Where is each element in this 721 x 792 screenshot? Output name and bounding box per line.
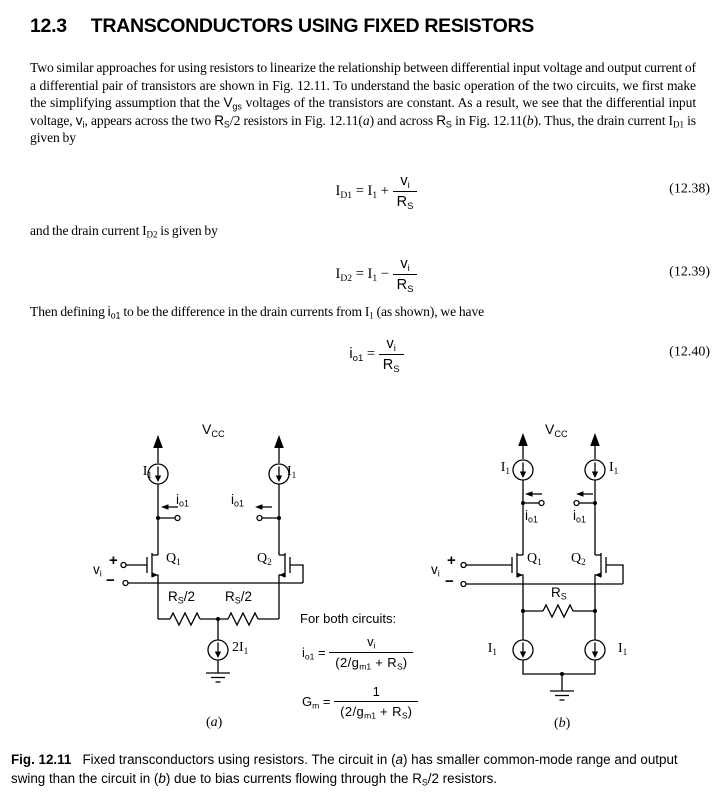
resistor-rs2-right [228, 613, 279, 625]
i1-label-b-bottom-right: $I_1$ [618, 641, 628, 657]
rs-half-label-left: $R_S/2$ [168, 589, 195, 606]
q1-label-a: $Q_1$ [166, 551, 181, 567]
equation-12-39 [0, 250, 721, 300]
section-heading [30, 15, 534, 38]
eq38-fraction [393, 173, 418, 212]
subfigure-a-label: (a) [206, 715, 223, 730]
current-source-i1-bottom-left [513, 640, 533, 660]
minus-sign-b: − [445, 573, 454, 590]
q2-label-b: $Q_2$ [571, 551, 586, 567]
fraction-numerator: 1 [372, 684, 380, 699]
formula-fraction [329, 634, 413, 671]
figure-12-11 [0, 410, 721, 750]
vcc-label-a: $V_{CC}$ [202, 421, 225, 439]
vcc-arrow-right [590, 433, 600, 459]
transistor-q2 [595, 553, 623, 611]
vcc-arrow-right [274, 435, 284, 463]
vcc-arrow-left [153, 435, 163, 463]
paragraph-id2: and the drain current $I_{D2}$ is given by [30, 223, 218, 240]
formula-lhs: $G_m$ = [302, 694, 335, 711]
section-number: 12.3 [30, 15, 67, 37]
i1-label-b-bottom-left: $I_1$ [487, 641, 497, 657]
i1-label-a-left: $I_1$ [142, 464, 152, 480]
fraction-numerator: $v_i$ [386, 335, 396, 354]
resistor-rs [521, 605, 597, 617]
tail-join [523, 660, 595, 691]
fraction-numerator: $v_i$ [367, 634, 376, 651]
rs-label: $R_S$ [551, 585, 567, 602]
i1-label-b-top-right: $I_1$ [609, 460, 619, 476]
transistor-q1 [121, 553, 158, 619]
output-tap-left [521, 491, 544, 505]
fraction-denominator: $(2/g_{m1} + R_S)$ [334, 701, 418, 720]
vi-label-a: $v_i$ [93, 562, 102, 579]
transistor-q2 [279, 553, 303, 619]
equation-number: (12.39) [669, 264, 710, 280]
eq38-lhs: $I_{D1}$ = [335, 183, 368, 202]
eq38-rhs-pre: $I_1$ + [367, 183, 393, 202]
transistor-q1 [461, 553, 523, 611]
current-source-i1-top-right [585, 460, 605, 480]
eq39-rhs-pre: $I_1$ − [367, 266, 393, 285]
formula-fraction [334, 684, 418, 720]
vi-minus-wire [123, 581, 303, 586]
io1-label-a-right: $i_{o1}$ [231, 492, 244, 509]
equation-12-38 [0, 167, 721, 217]
2i1-label: $2I_1$ [232, 640, 249, 656]
paragraph-intro: Two similar approaches for using resistors to linearize the relationship between differential input voltage and output current of a differential pair of transistors are shown in Fig. 12.11. To understand the basic operation of the two circuits, we first make the simplifying assumption that the $V_{gs}$ voltages of the transistors are constant. As a result, we see that the differential input voltage, $v_i$, appears across the two $R_S/2$ resistors in Fig. 12.11(a) and across $R_S$ in Fig. 12.11(b). Thus, the drain current $I_{D1}$ is given by [30, 60, 697, 146]
q2-label-a: $Q_2$ [257, 551, 272, 567]
eq39-fraction [393, 256, 418, 295]
io1-label-b-right: $i_{o1}$ [573, 508, 586, 525]
equation-number: (12.38) [669, 181, 710, 197]
equation-number: (12.40) [669, 344, 710, 360]
subfigure-b-label: (b) [554, 716, 571, 731]
current-source-i1-right [269, 464, 289, 484]
vcc-label-b: $V_{CC}$ [545, 421, 568, 439]
fraction-numerator: $v_i$ [400, 172, 410, 191]
paragraph-io1: Then defining $i_{o1}$ to be the difference in the drain currents from $I_1$ (as shown), we have [30, 304, 485, 321]
io1-label-a-left: $i_{o1}$ [176, 492, 189, 509]
plus-sign-a: + [109, 552, 118, 569]
fraction-denominator: $R_S$ [393, 191, 418, 211]
eq39-lhs: $I_{D2}$ = [335, 266, 368, 285]
current-source-i1-bottom-right [585, 640, 605, 660]
equation-body [336, 173, 418, 212]
vi-label-b: $v_i$ [431, 562, 440, 579]
fraction-denominator: $R_S$ [393, 274, 418, 294]
equation-12-40 [0, 330, 721, 380]
current-source-2i1 [208, 619, 228, 673]
vi-minus-wire [461, 582, 623, 587]
i1-label-a-right: $I_1$ [287, 464, 297, 480]
ground-symbol-a [206, 673, 230, 682]
i1-label-b-top-left: $I_1$ [500, 460, 510, 476]
io1-formula [302, 634, 413, 671]
io1-label-b-left: $i_{o1}$ [525, 508, 538, 525]
rs-half-label-right: $R_S/2$ [225, 589, 252, 606]
section-title: TRANSCONDUCTORS USING FIXED RESISTORS [90, 15, 534, 37]
q1-label-b: $Q_1$ [527, 551, 542, 567]
gm-formula [302, 684, 418, 720]
eq40-lhs: $i_{o1}$ = [349, 346, 379, 365]
current-source-i1-top-left [513, 460, 533, 480]
fraction-denominator: $(2/g_{m1} + R_S)$ [329, 652, 413, 671]
vcc-arrow-left [518, 433, 528, 459]
formula-lhs: $i_{o1}$ = [302, 644, 330, 662]
equation-body [349, 336, 403, 375]
plus-sign-b: + [447, 552, 456, 569]
equation-body [336, 256, 418, 295]
ground-symbol-b [550, 691, 574, 700]
eq40-fraction [379, 336, 404, 375]
output-tap-right [255, 504, 281, 520]
figure-caption: Fig. 12.11 Fixed transconductors using resistors. The circuit in (a) has smaller common-mode range and output swing than the circuit in (b) due to bias currents flowing through the $R_S/2$ resistors. [11, 752, 678, 788]
fraction-denominator: $R_S$ [379, 354, 404, 374]
for-both-circuits-label: For both circuits: [300, 611, 397, 626]
fraction-numerator: $v_i$ [400, 255, 410, 274]
minus-sign-a: − [106, 572, 115, 589]
output-tap-right [574, 491, 597, 505]
